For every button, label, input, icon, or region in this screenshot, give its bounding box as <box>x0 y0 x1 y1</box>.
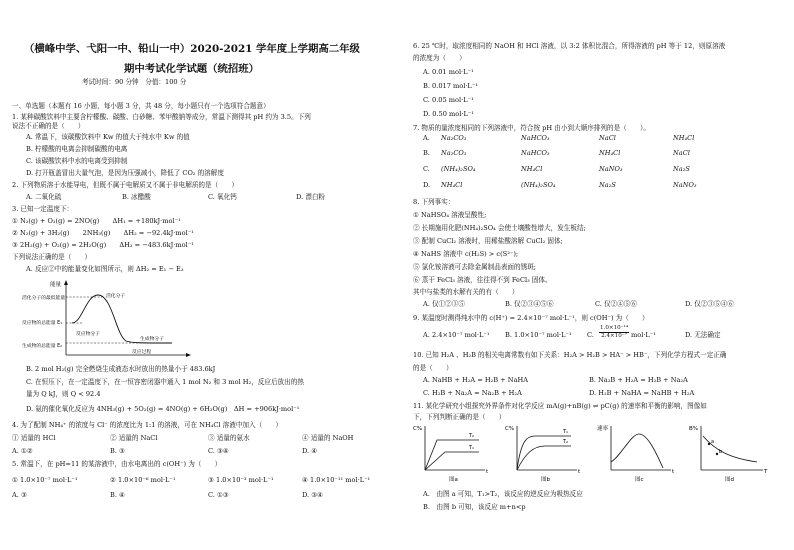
q8-stem: 8. 下列事实： <box>413 198 455 206</box>
reactant-energy-label: 反应物的总能量 E₁ <box>22 321 63 326</box>
energy-axis-label: 能量 <box>50 282 62 288</box>
q4-option-c: C. ③④ <box>208 447 229 455</box>
q11-graphs <box>413 422 793 484</box>
graph-d-caption: 图d <box>725 477 734 483</box>
graph-b-label-1: T₁ <box>563 429 569 435</box>
section-heading: 一、单选题（本题有 16 小题，每小题 3 分，共 48 分，每小题只有一个选项符合题意） <box>12 102 270 110</box>
q8-fact-5: ⑤ 氯化铵溶液可去除金属制品表面的锈斑; <box>413 263 537 271</box>
q6-option-c: C. 0.05 mol·L⁻¹ <box>423 96 474 104</box>
activated-state-label: 活化分子 <box>106 294 126 299</box>
q7-row-d-1: NH₄Cl <box>441 181 463 189</box>
progress-axis-arrow <box>186 353 191 357</box>
q5-stem: 5. 常温下，在 pH=11 的某溶液中，由水电离出的 c(OH⁻) 为（ ） <box>12 460 222 468</box>
q7-row-a-3: NaCl <box>599 134 616 142</box>
q8-fact-6: ⑥ 蒸干 FeCl₃ 溶液，往往得不到 FeCl₃ 固体。 <box>413 276 552 284</box>
q7-row-b-4: NaCl <box>673 149 690 157</box>
graph-d-point-b <box>716 453 718 455</box>
q4-option-d: D. ④ <box>302 447 318 455</box>
q6-stem-2: 的浓度为（ ） <box>413 54 466 62</box>
q3-ask: 下列说法正确的是（ ） <box>12 253 92 261</box>
q1-option-a: A. 常温下，该碳酸饮料中 Kw 的值大于纯水中 Kw 的值 <box>26 133 190 141</box>
q5-choice-2: ② 1.0×10⁻⁶ mol·L⁻¹ <box>110 476 176 484</box>
graph-a-label-2: T₁ <box>469 445 475 451</box>
q7-stem: 7. 物质的量浓度相同的下列溶液中，符合按 pH 由小到大顺序排列的是（ ）。 <box>413 124 650 132</box>
q11-option-a: A. 由图 a 可知，T₁>T₂，该反应的逆反应为吸热反应 <box>423 490 583 498</box>
q3-option-c-2: 量为 Q kJ，则 Q < 92.4 <box>26 390 101 398</box>
q9-fraction-numerator: 1.0×10⁻¹⁴ <box>600 325 629 331</box>
q7-row-a-2: NaHCO₃ <box>521 134 550 142</box>
q10-ask: 的是（ ） <box>413 364 453 372</box>
q9-option-c-unit: mol·L⁻¹ <box>631 331 656 339</box>
q5-option-d: D. ③④ <box>302 491 324 499</box>
q1-option-d: D. 打开瓶盖冒出大量气泡，是因为压强减小，降低了 CO₂ 的溶解度 <box>26 169 224 177</box>
q9-option-b: B. 1.0×10⁻⁷ mol·L⁻¹ <box>505 331 572 339</box>
q8-fact-1: ① NaHSO₄ 溶液呈酸性; <box>413 211 487 219</box>
q8-option-c: C. 仅②④⑤⑥ <box>595 300 637 308</box>
q9-fraction-denominator: 2.4×10⁻⁷ <box>601 333 628 339</box>
progress-axis-label: 反应过程 <box>132 350 152 355</box>
graph-a-y-label: C% <box>413 426 423 432</box>
graph-a-curve-2 <box>425 452 479 470</box>
graph-d <box>689 426 768 483</box>
q7-options-table <box>423 134 723 194</box>
q5-choice-1: ① 1.0×10⁻⁷ mol·L⁻¹ <box>12 476 78 484</box>
q4-option-b: B. ③ <box>110 447 125 455</box>
exam-title-line2: 期中考试化学试题（统招班） <box>124 63 260 75</box>
activated-energy-label: 活化分子的最低能量 <box>22 296 66 301</box>
q8-fact-2: ② 长期施用化肥(NH₄)₂SO₄ 会使土壤酸性增大，发生板结; <box>413 224 586 232</box>
q5-choice-3: ③ 1.0×10⁻³ mol·L⁻¹ <box>208 476 274 484</box>
q7-row-b-2: NaHCO₃ <box>521 149 550 157</box>
q1-stem-1: 1. 某种碳酸饮料中主要含柠檬酸、碳酸、白砂糖、苯甲酸钠等成分，常温下测得其 pH 约为 3.5。下列 <box>12 113 311 121</box>
graph-d-point-a <box>708 443 710 445</box>
q9-option-a: A. 2.4×10⁻⁷ mol·L⁻¹ <box>423 331 490 339</box>
product-energy-label: 生成物的总能量 E₂ <box>22 344 63 349</box>
q11-stem-1: 11. 某化学研究小组探究外界条件对化学反应 mA(g)+nB(g) ⇌ pC(g) 的速率和平衡的影响，图像如 <box>413 402 707 410</box>
graph-b <box>505 426 581 483</box>
q9-option-c-prefix: C. <box>587 331 594 339</box>
graph-d-label-b: b <box>719 449 723 455</box>
q7-row-c-1: (NH₄)₂SO₄ <box>441 165 476 173</box>
q2-option-b: B. 冰醋酸 <box>122 193 151 201</box>
q2-option-c: C. 氧化钙 <box>208 193 237 201</box>
q6-option-d: D. 0.50 mol·L⁻¹ <box>423 110 474 118</box>
q5-choice-4: ④ 1.0×10⁻¹¹ mol·L⁻¹ <box>302 476 371 484</box>
q6-stem-1: 6. 25 ℃时，取浓度相同的 NaOH 和 HCl 溶液，以 3:2 体积比混合，所得溶液的 pH 等于 12，则原溶液 <box>413 42 726 50</box>
q7-row-c-4: Na₂S <box>673 165 690 173</box>
q7-row-d-2: (NH₄)₂SO₄ <box>521 181 556 189</box>
q8-fact-4: ④ NaHS 溶液中 c(H₂S) > c(S²⁻); <box>413 250 519 258</box>
q3-option-c-1: C. 在恒压下，在一定温度下，在一恒容密闭器中通入 1 mol N₂ 和 3 mol H₂，反应后放出的热 <box>26 378 304 386</box>
energy-axis-arrow <box>64 280 68 285</box>
graph-b-curve-2 <box>517 446 571 470</box>
q7-row-a-4: NH₄Cl <box>673 134 695 142</box>
q9-stem: 9. 某温度时测得纯水中的 c(H⁺) = 2.4×10⁻⁷ mol·L⁻¹，则 c(OH⁻) 为（ ） <box>413 314 649 322</box>
energy-diagram <box>22 277 192 359</box>
exam-info: 考试时间：90 分钟 分值：100 分 <box>82 78 187 86</box>
q5-option-c: C. ①③ <box>208 491 229 499</box>
graph-d-label-a: a <box>711 439 715 445</box>
q10-option-d: D. H₂B + NaHA = NaHB + H₂A <box>589 389 695 397</box>
q5-option-b: B. ④ <box>110 491 125 499</box>
graph-a <box>413 426 489 483</box>
q2-option-d: D. 漂白粉 <box>296 193 326 201</box>
q3-option-a: A. 反应②中的能量变化如图所示，则 ΔH₂ = E₁ − E₃ <box>26 265 184 273</box>
graph-d-x-label: T <box>764 469 768 475</box>
graph-c-x-label: t <box>672 469 675 475</box>
q8-ask: 其中与盐类的水解有关的有（ ） <box>413 288 519 296</box>
exam-title-line1: （横峰中学、弋阳一中、铅山一中）2020-2021 学年度上学期高二年级 <box>24 43 360 55</box>
q4-choice-3: ③ 适量的氨水 <box>208 434 250 442</box>
q7-row-c-letter: C. <box>423 165 430 173</box>
q3-option-d: D. 氨的催化氧化反应为 4NH₃(g) + 5O₂(g) = 4NO(g) + 6H₂O(g) ΔH = +906kJ·mol⁻¹ <box>26 405 300 413</box>
q7-row-c-2: NH₄Cl <box>521 165 543 173</box>
q11-stem-2: 下，下列判断正确的是（ ） <box>413 413 506 421</box>
q4-choice-4: ④ 适量的 NaOH <box>302 434 354 442</box>
graph-c-caption: 图c <box>635 477 644 483</box>
q9-option-d: D. 无法确定 <box>685 331 721 339</box>
reactant-state-label: 反应物分子 <box>76 332 100 337</box>
q8-option-b: B. 仅②③④⑤⑥ <box>505 300 554 308</box>
q3-equation-2: ② N₂(g) + 3H₂(g) 2NH₃(g) ΔH₂ = −92.4kJ·mol⁻¹ <box>12 229 194 237</box>
q7-row-d-3: Na₂S <box>599 181 616 189</box>
q7-row-a-letter: A. <box>423 134 430 142</box>
q7-row-a-1: Na₂CO₃ <box>441 134 467 142</box>
q7-row-c-3: NaNO₃ <box>599 165 623 173</box>
product-state-label: 生成物分子 <box>140 337 164 342</box>
q10-option-c: C. H₂B + Na₂A = Na₂B + H₂A <box>423 389 522 397</box>
graph-a-label-1: T₂ <box>469 433 475 439</box>
graph-a-caption: 图a <box>449 477 458 483</box>
q7-row-b-1: Na₂CO₃ <box>441 149 467 157</box>
q8-option-d: D. 仅②③⑤④⑥ <box>685 300 734 308</box>
q4-stem: 4. 为了配制 NH₄⁺ 的浓度与 Cl⁻ 的浓度比为 1:1 的溶液，可在 NH₄Cl 溶液中加入（ ） <box>12 421 282 429</box>
graph-c <box>597 424 675 483</box>
q7-row-d-4: NaNO₃ <box>673 181 697 189</box>
q4-choice-2: ② 适量的 NaCl <box>110 434 158 442</box>
q6-option-a: A. 0.01 mol·L⁻¹ <box>423 68 474 76</box>
q8-fact-3: ③ 配制 CuCl₂ 溶液时，用稀盐酸溶解 CuCl₂ 固体; <box>413 237 563 245</box>
q4-choice-1: ① 适量的 HCl <box>12 434 56 442</box>
q1-option-b: B. 柠檬酸的电离会抑制碳酸的电离 <box>26 145 128 153</box>
q6-option-b: B. 0.017 mol·L⁻¹ <box>423 82 478 90</box>
q7-row-b-letter: B. <box>423 149 430 157</box>
q10-option-b: B. Na₂B + H₂A = H₂B + Na₂A <box>589 376 688 384</box>
q2-stem: 2. 下列物质溶于水能导电，但既不属于电解质又不属于非电解质的是（ ） <box>12 181 238 189</box>
graph-c-curve <box>611 434 663 468</box>
q3-stem: 3. 已知一定温度下： <box>12 205 74 213</box>
q2-option-a: A. 二氧化硫 <box>26 193 62 201</box>
graph-d-y-label: B% <box>689 426 698 432</box>
graph-a-x-label: t <box>486 469 489 475</box>
q8-option-a: A. 仅①②③⑤ <box>423 300 465 308</box>
q4-option-a: A. ①② <box>12 447 33 455</box>
q7-row-d-letter: D. <box>423 181 431 189</box>
q10-stem: 10. 已知 H₂A 、H₂B 的相关电离常数有如下关系：H₂A > H₂B > HA⁻ > HB⁻，下列化学方程式一定正确 <box>413 351 727 359</box>
q5-option-a: A. ③ <box>12 491 27 499</box>
graph-b-label-2: T₂ <box>563 439 569 445</box>
graph-b-caption: 图b <box>541 477 550 483</box>
q1-stem-2: 说法不正确的是（ ） <box>12 122 85 130</box>
q3-equation-3: ③ 2H₂(g) + O₂(g) = 2H₂O(g) ΔH₃ = −483.6kJ·mol⁻¹ <box>12 241 194 249</box>
graph-b-x-label: t <box>578 469 581 475</box>
q3-option-b: B. 2 mol H₂(g) 完全燃烧生成液态水时放出的热量小于 483.6kJ <box>26 365 216 373</box>
q7-row-b-3: NH₄Cl <box>599 149 621 157</box>
q11-option-b: B. 由图 b 可知，该反应 m+n<p <box>423 503 526 511</box>
q9-option-c-fraction <box>599 325 629 340</box>
graph-c-y-label: 速率 <box>597 426 609 432</box>
q10-option-a: A. NaHB + H₂A = H₂B + NaHA <box>423 376 529 384</box>
graph-b-y-label: C% <box>505 426 515 432</box>
q1-option-c: C. 该碳酸饮料中水的电离受到抑制 <box>26 157 128 165</box>
q3-equation-1: ① N₂(g) + O₂(g) = 2NO(g) ΔH₁ = +180kJ·mol⁻¹ <box>12 217 181 225</box>
